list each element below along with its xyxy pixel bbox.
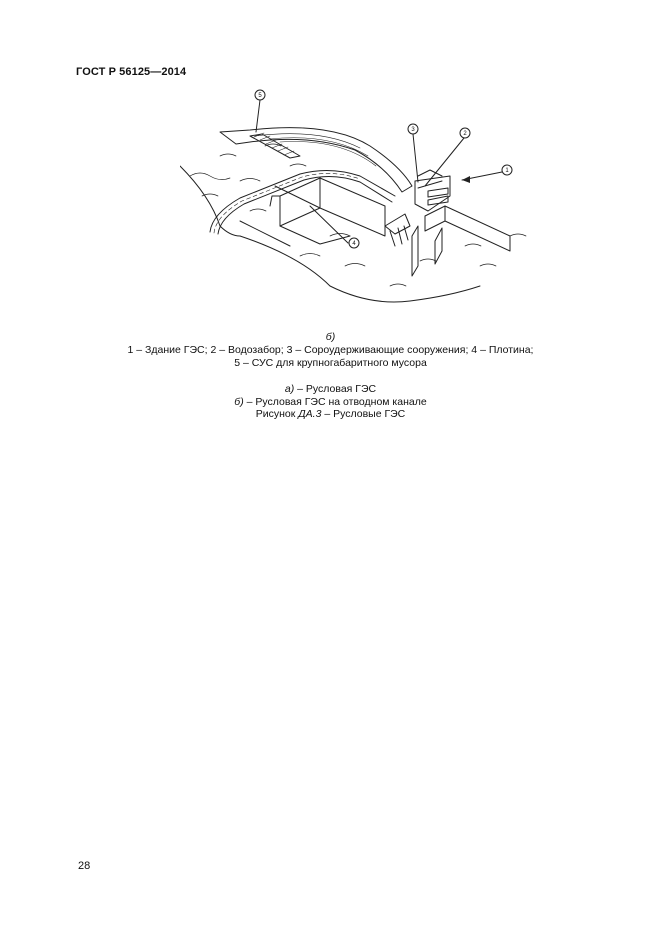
- caption-a-label: а): [284, 383, 295, 395]
- figure-number: ДА.3: [298, 408, 322, 420]
- canal-water-lines: [255, 134, 376, 166]
- callout-2-label: 2: [463, 131, 467, 137]
- callout-3-label: 3: [411, 127, 415, 133]
- caption-b-label: б): [234, 395, 244, 408]
- document-header: ГОСТ Р 56125—2014: [76, 66, 187, 78]
- caption-a-text: – Русловая ГЭС: [294, 383, 377, 395]
- page-number: 28: [78, 860, 91, 872]
- caption-b-text: – Русловая ГЭС на отводном канале: [243, 395, 427, 408]
- legend-line-1: 1 – Здание ГЭС; 2 – Водозабор; 3 – Сороудерживающие сооружения; 4 – Плотина;: [127, 344, 534, 356]
- water-intake: [418, 181, 442, 188]
- figure-caption-list: [0, 383, 661, 421]
- callout-4-label: 4: [352, 241, 356, 247]
- figure-legend: [0, 344, 661, 369]
- figure-title-text: – Русловые ГЭС: [321, 408, 406, 420]
- callout-3-leader: [413, 134, 418, 182]
- caption-b: [0, 396, 661, 409]
- figure-sub-label: б): [325, 331, 336, 343]
- figure-prefix: Рисунок: [255, 408, 299, 420]
- hydro-plant-diagram: [180, 86, 540, 326]
- callout-5-leader: [256, 100, 260, 132]
- callout-1-label: 1: [505, 168, 509, 174]
- riverbank-hatching: [190, 144, 526, 286]
- callout-2-leader: [425, 138, 464, 186]
- callout-5-label: 5: [258, 93, 262, 99]
- caption-a: [0, 383, 661, 396]
- figure-title: [0, 408, 661, 421]
- legend-line-2: 5 – СУС для крупногабаритного мусора: [234, 356, 427, 369]
